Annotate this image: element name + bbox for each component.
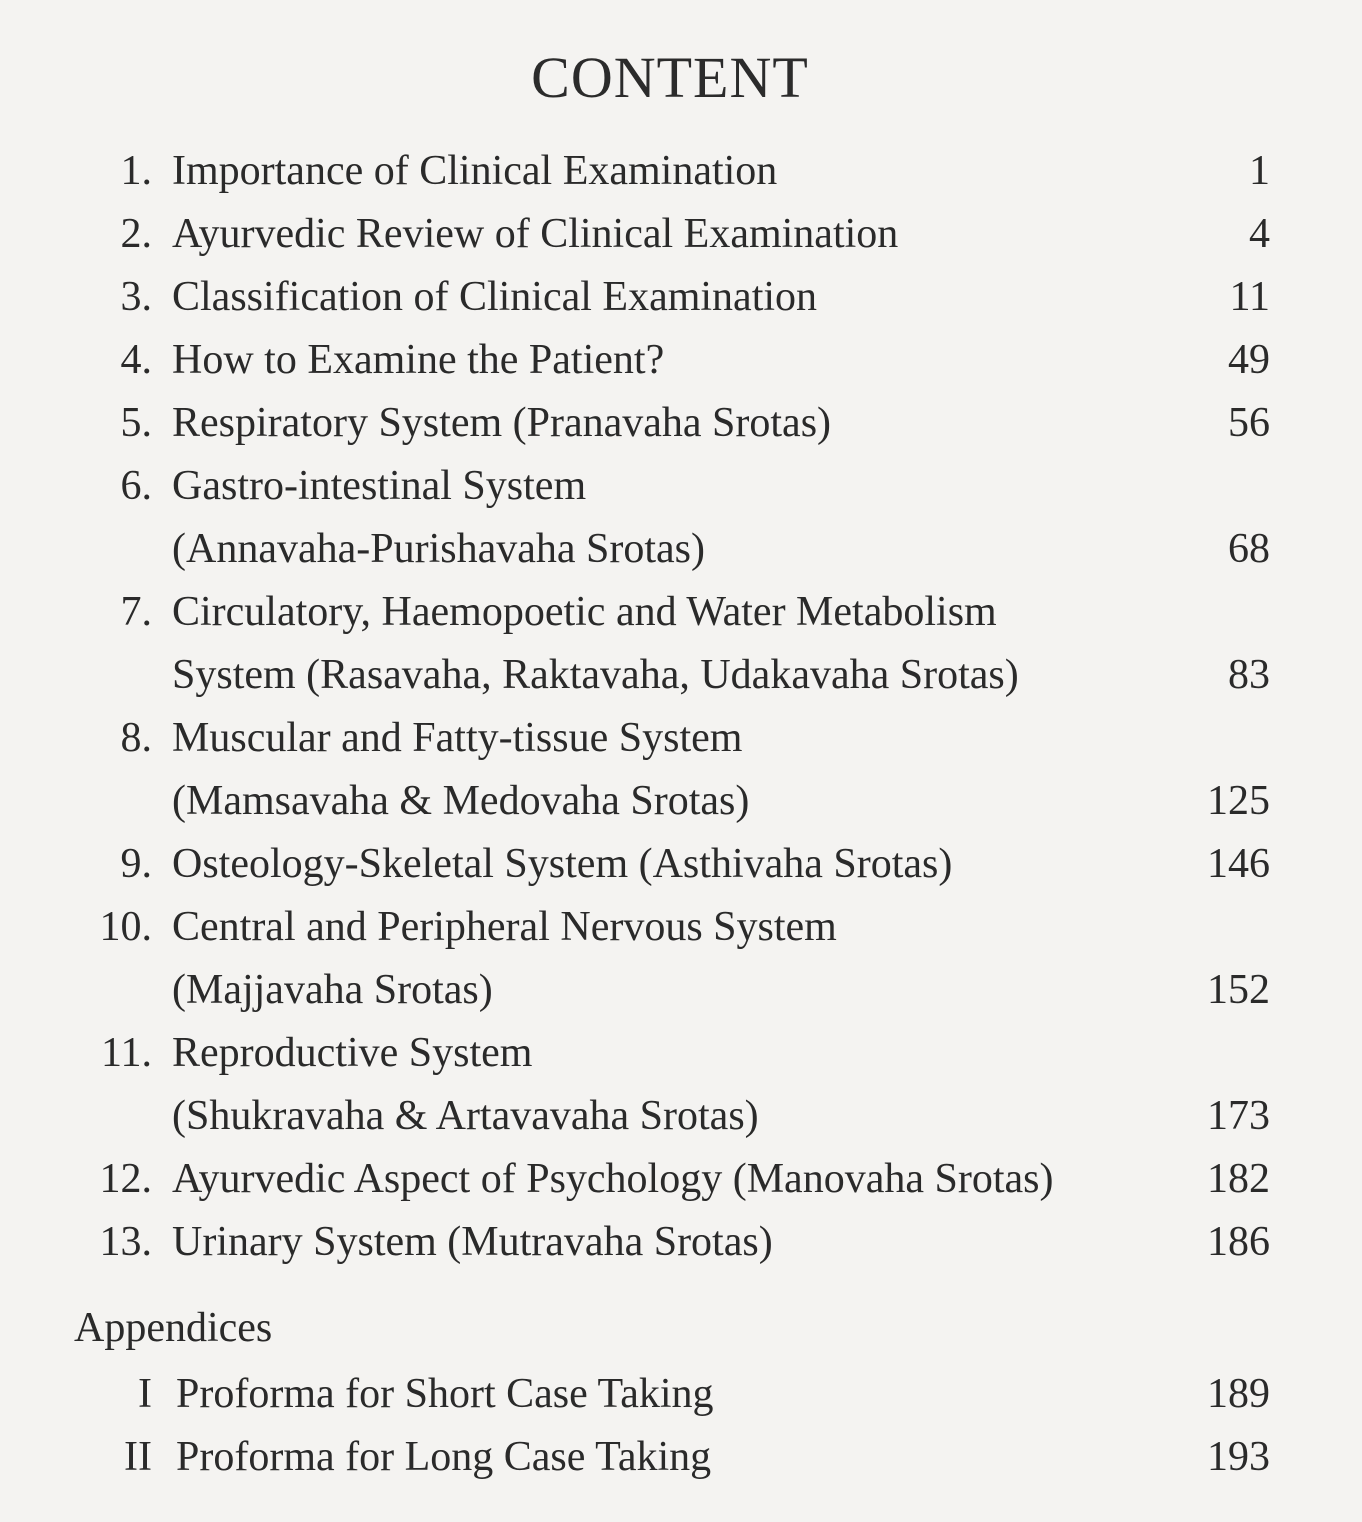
toc-entry-line [0,644,1362,707]
page-number: 182 [1207,1156,1270,1202]
chapter-title: Muscular and Fatty-tissue System [172,715,743,761]
page-number: 68 [1228,526,1270,572]
toc-entry-line [0,329,1362,392]
page-number: 1 [1249,148,1270,194]
appendices-heading: Appendices [74,1305,273,1351]
toc-entry-line [0,140,1362,203]
chapter-number: 2. [120,211,152,257]
chapter-number: 5. [120,400,152,446]
chapter-number: 6. [120,463,152,509]
toc-entry-line [0,959,1362,1022]
chapter-title: (Majjavaha Srotas) [172,967,493,1013]
toc-entry-line [0,1022,1362,1085]
page-number: 83 [1228,652,1270,698]
page-number: 186 [1207,1219,1270,1265]
appendix-title: Proforma for Long Case Taking [176,1434,712,1480]
toc-entry-line [0,266,1362,329]
chapter-title: Central and Peripheral Nervous System [172,904,837,950]
chapter-title: How to Examine the Patient? [172,337,665,383]
page-number: 193 [1207,1434,1270,1480]
chapter-title: Classification of Clinical Examination [172,274,818,320]
chapter-number: 4. [120,337,152,383]
chapter-title: Respiratory System (Pranavaha Srotas) [172,400,832,446]
appendix-list [0,1363,1362,1489]
chapter-title: Osteology-Skeletal System (Asthivaha Srotas) [172,841,953,887]
toc-entry-line [0,581,1362,644]
appendix-title: Proforma for Short Case Taking [176,1371,714,1417]
chapter-number: 13. [99,1219,152,1265]
chapter-list [0,140,1362,1274]
chapter-title: (Mamsavaha & Medovaha Srotas) [172,778,750,824]
page-number: 49 [1228,337,1270,383]
chapter-title: (Shukravaha & Artavavaha Srotas) [172,1093,759,1139]
chapter-title: Importance of Clinical Examination [172,148,778,194]
toc-entry-line [0,770,1362,833]
toc-entry-line [0,518,1362,581]
chapter-number: 8. [120,715,152,761]
toc-entry-line [0,1148,1362,1211]
appendix-entry [0,1426,1362,1489]
chapter-number: 7. [120,589,152,635]
chapter-title: Ayurvedic Aspect of Psychology (Manovaha Srotas) [172,1156,1054,1202]
toc-entry-line [0,1085,1362,1148]
page-number: 146 [1207,841,1270,887]
page-number: 4 [1249,211,1270,257]
toc-entry-line [0,203,1362,266]
page-number: 189 [1207,1371,1270,1417]
page-number: 125 [1207,778,1270,824]
chapter-title: System (Rasavaha, Raktavaha, Udakavaha Srotas) [172,652,1019,698]
toc-entry-line [0,833,1362,896]
page-number: 11 [1229,274,1270,320]
page-number: 56 [1228,400,1270,446]
chapter-title: Ayurvedic Review of Clinical Examination [172,211,899,257]
toc-entry-line [0,455,1362,518]
chapter-number: 11. [101,1030,152,1076]
page-number: 173 [1207,1093,1270,1139]
appendix-entry [0,1363,1362,1426]
toc-entry-line [0,1211,1362,1274]
toc-entry-line [0,896,1362,959]
chapter-title: Urinary System (Mutravaha Srotas) [172,1219,773,1265]
chapter-title: Reproductive System [172,1030,533,1076]
appendix-number: I [138,1371,152,1417]
toc-entry-line [0,392,1362,455]
chapter-number: 1. [120,148,152,194]
chapter-number: 9. [120,841,152,887]
chapter-number: 10. [99,904,152,950]
chapter-title: (Annavaha-Purishavaha Srotas) [172,526,705,572]
chapter-number: 12. [99,1156,152,1202]
toc-entry-line [0,707,1362,770]
chapter-number: 3. [120,274,152,320]
appendix-number: II [124,1434,152,1480]
chapter-title: Circulatory, Haemopoetic and Water Metabolism [172,589,997,635]
page-title: CONTENT [531,45,809,110]
page-number: 152 [1207,967,1270,1013]
chapter-title: Gastro-intestinal System [172,463,587,509]
